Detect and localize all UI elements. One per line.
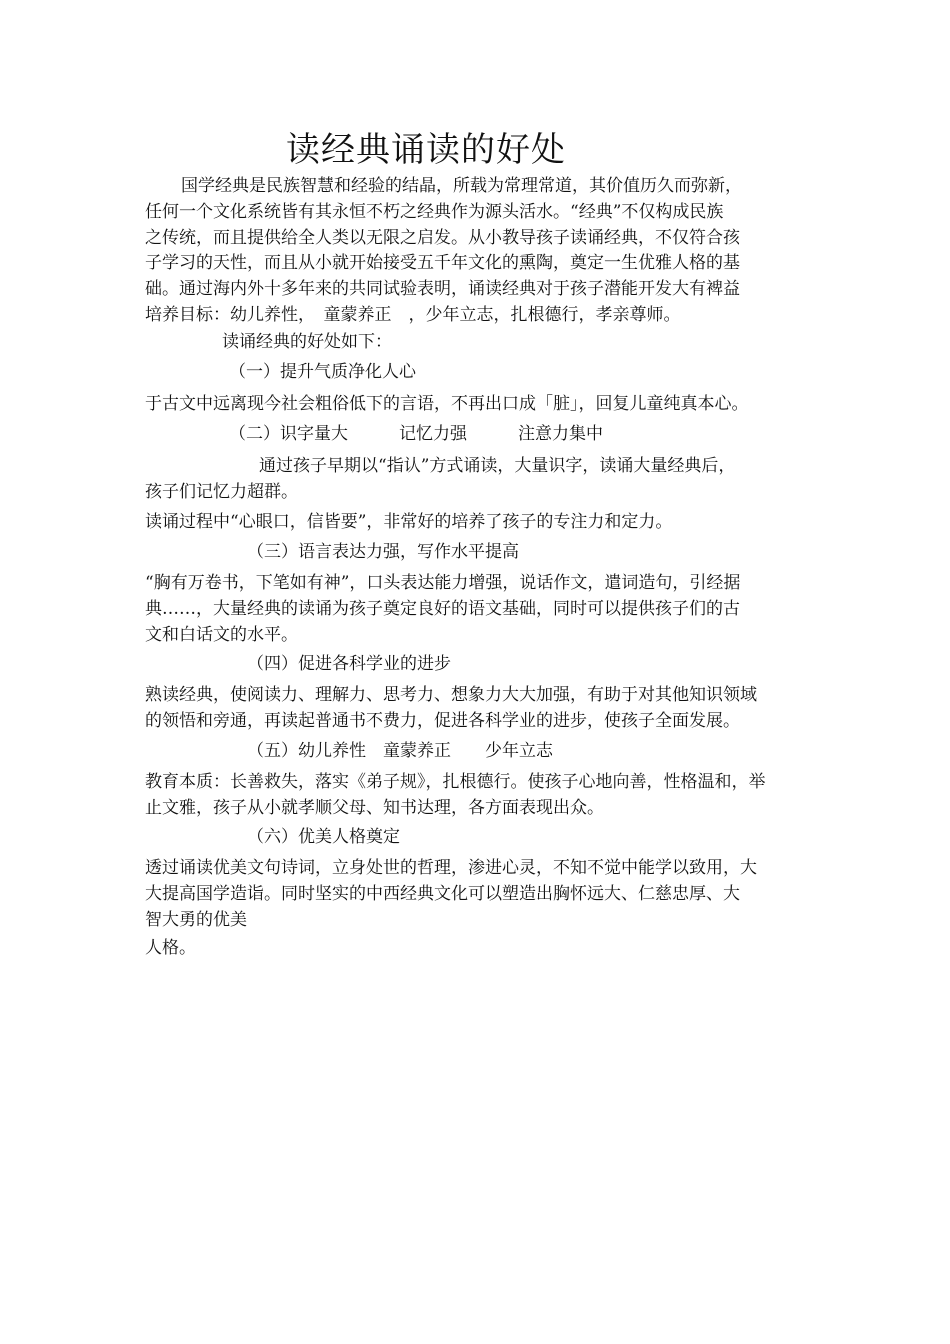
intro-line: 之传统，而且提供给全人类以无限之启发。从小教导孩子读诵经典，不仅符合孩	[145, 227, 740, 248]
intro-paragraph	[145, 174, 820, 329]
intro-line: 任何一个文化系统皆有其永恒不朽之经典作为源头活水。“经典”不仅构成民族	[145, 201, 724, 222]
benefits-heading: 读诵经典的好处如下：	[222, 332, 392, 352]
section-3-body-line: 典……，大量经典的读诵为孩子奠定良好的语文基础，同时可以提供孩子们的古	[145, 598, 740, 619]
section-5-body-line: 止文雅，孩子从小就孝顺父母、知书达理，各方面表现出众。	[145, 797, 604, 818]
section-4-heading: （四）促进各科学业的进步	[247, 654, 451, 674]
section-5-heading: （五）幼儿养性 童蒙养正 少年立志	[247, 741, 553, 761]
section-2-body-line: 通过孩子早期以“指认”方式诵读，大量识字，读诵大量经典后，	[259, 456, 736, 476]
intro-line: 培养目标：幼儿养性， 童蒙养正 ，少年立志，扎根德行，孝亲尊师。	[145, 304, 681, 325]
section-3-body-line: 文和白话文的水平。	[145, 624, 298, 645]
intro-line: 国学经典是民族智慧和经验的结晶，所载为常理常道，其价值历久而弥新，	[181, 176, 742, 196]
intro-line: 子学习的天性，而且从小就开始接受五千年文化的熏陶，奠定一生优雅人格的基	[145, 253, 740, 274]
section-3-body	[145, 571, 820, 648]
section-4-body-line: 的领悟和旁通，再读起普通书不费力，促进各科学业的进步，使孩子全面发展。	[145, 710, 740, 731]
section-4-body	[145, 683, 820, 735]
section-6-body-last-line: 人格。	[145, 938, 196, 958]
section-2-heading: （二）识字量大 记忆力强 注意力集中	[229, 424, 603, 444]
section-6-heading: （六）优美人格奠定	[247, 827, 400, 847]
intro-line: 础。通过海内外十多年来的共同试验表明，诵读经典对于孩子潜能开发大有裨益	[145, 279, 740, 300]
section-6-body-line: 智大勇的优美	[145, 909, 247, 930]
document-title: 读经典诵读的好处	[286, 130, 566, 170]
section-6-body-line: 大提高国学造诣。同时坚实的中西经典文化可以塑造出胸怀远大、仁慈忠厚、大	[145, 883, 740, 904]
section-1-heading: （一）提升气质净化人心	[229, 362, 416, 382]
section-3-body-line: “胸有万卷书，下笔如有神”，口头表达能力增强，说话作文，遣词造句，引经据	[145, 573, 741, 593]
section-5-body-line: 教育本质：长善救失，落实《弟子规》，扎根德行。使孩子心地向善，性格温和，举	[145, 772, 766, 792]
section-6-body	[145, 856, 820, 933]
section-4-body-line: 熟读经典，使阅读力、理解力、思考力、想象力大大加强，有助于对其他知识领域	[145, 685, 757, 705]
section-1-body: 于古文中远离现今社会粗俗低下的言语，不再出口成「脏」，回复儿童纯真本心。	[145, 394, 749, 414]
section-2-body-line: 孩子们记忆力超群。	[145, 482, 298, 502]
section-3-heading: （三）语言表达力强，写作水平提高	[247, 542, 519, 562]
section-2-body-line: 读诵过程中“心眼口，信皆要”，非常好的培养了孩子的专注力和定力。	[145, 512, 673, 532]
section-5-body	[145, 770, 820, 822]
section-6-body-line: 透过诵读优美文句诗词，立身处世的哲理，渗进心灵，不知不觉中能学以致用，大	[145, 858, 757, 878]
